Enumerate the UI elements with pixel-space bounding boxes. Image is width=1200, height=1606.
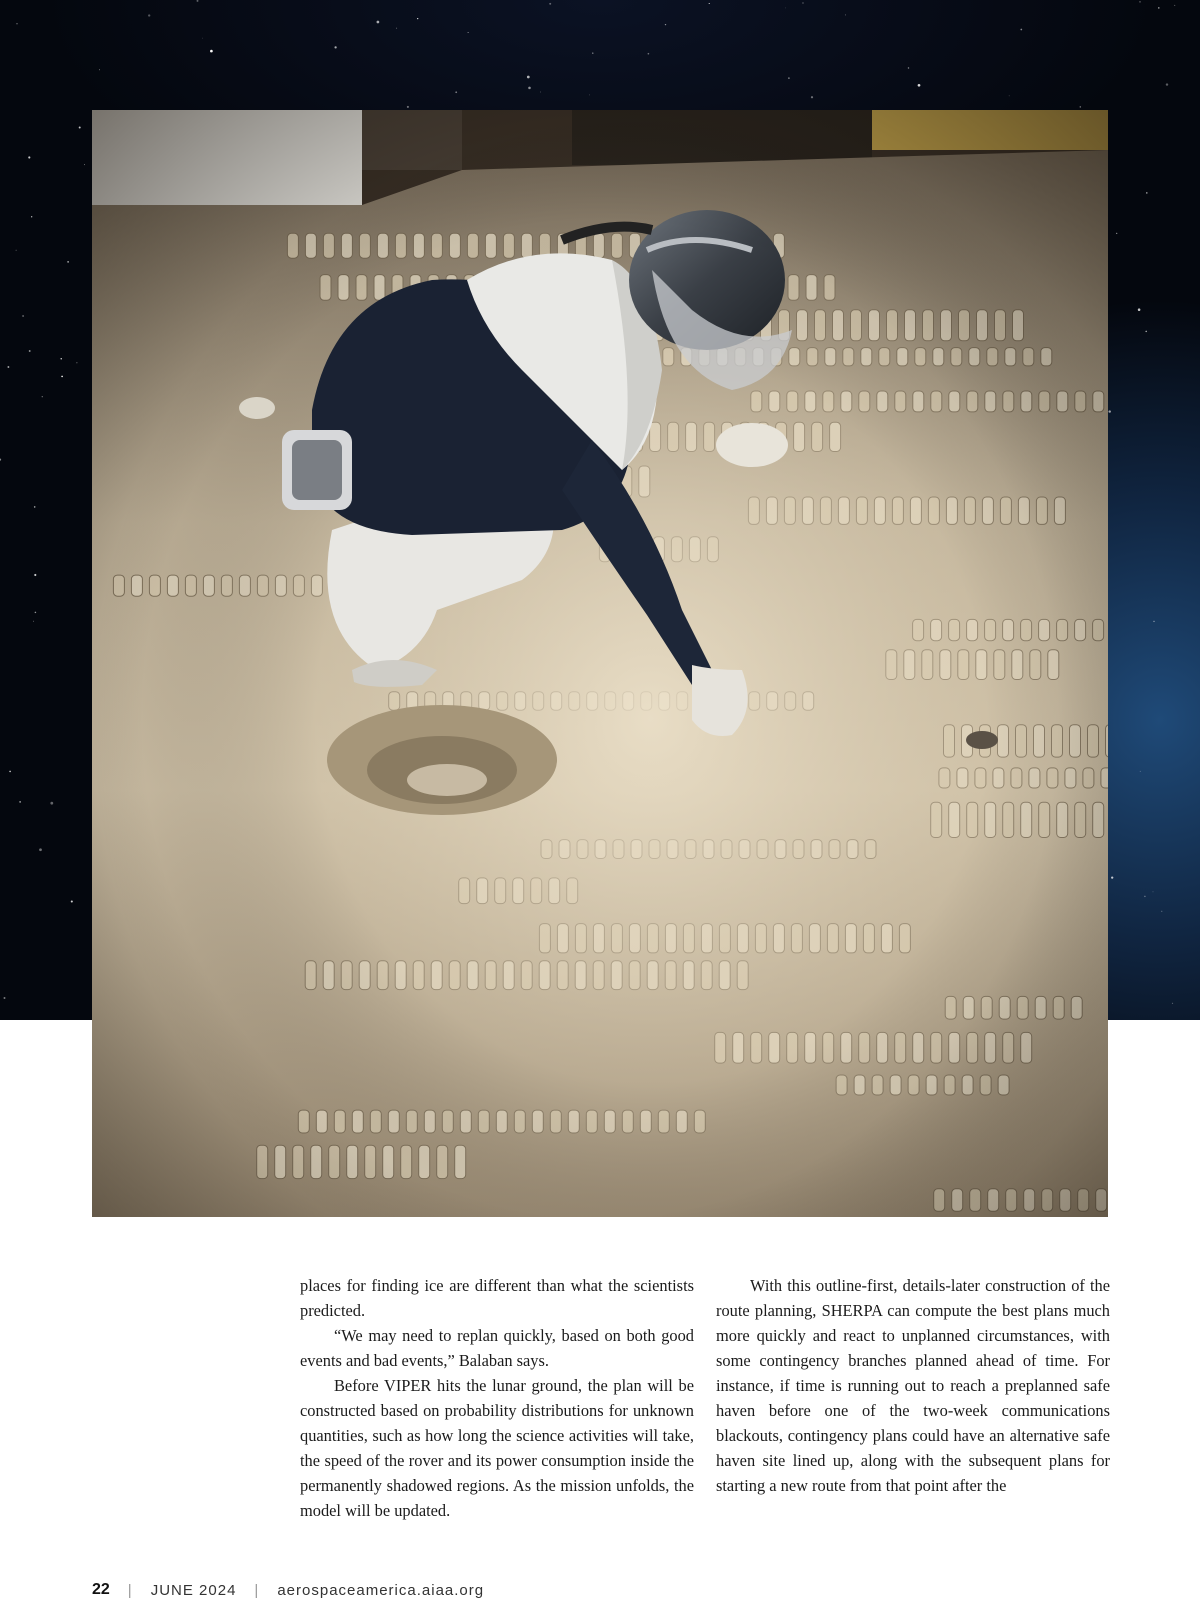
star — [1161, 911, 1162, 912]
star — [918, 84, 921, 87]
star — [1138, 308, 1141, 311]
website-link[interactable]: aerospaceamerica.aiaa.org — [277, 1581, 485, 1599]
star — [528, 87, 531, 90]
star — [1080, 106, 1082, 108]
star — [28, 156, 30, 158]
star — [1111, 876, 1113, 878]
star — [1009, 95, 1010, 96]
article-column-right — [716, 1273, 1110, 1498]
star — [34, 506, 36, 508]
star — [592, 52, 593, 53]
star — [802, 2, 803, 3]
paragraph: places for finding ice are different than what the scientists predicted. — [300, 1276, 694, 1320]
star — [50, 802, 53, 805]
star — [785, 8, 786, 9]
star — [1172, 1003, 1173, 1004]
star — [99, 69, 100, 70]
star — [549, 3, 551, 5]
star — [589, 95, 590, 96]
star — [31, 216, 32, 217]
paragraph: With this outline-first, details-later construction of the route planning, SHERPA can compute the best plans much more quickly and react to unplanned circumstances, with some contingency branches planned ahead of time. For instance, if time is running out to reach a preplanned safe haven before one of the two-week communications blackouts, contingency plans could have an alternative safe haven site lined up, along with the subsequent plans for starting a new route from that point after the — [716, 1276, 1110, 1495]
star — [455, 91, 457, 93]
star — [16, 23, 17, 24]
star — [76, 362, 77, 363]
star — [19, 801, 21, 803]
star — [84, 164, 85, 165]
star — [811, 96, 813, 98]
star — [788, 77, 790, 79]
star — [417, 18, 418, 19]
star — [33, 621, 34, 622]
star — [468, 32, 469, 33]
star — [22, 315, 24, 317]
star — [0, 459, 1, 461]
star — [16, 250, 17, 251]
star — [39, 848, 42, 851]
star — [29, 350, 31, 352]
star — [202, 38, 203, 39]
article-column-left — [300, 1273, 694, 1523]
star — [61, 358, 62, 359]
star — [1166, 83, 1168, 85]
star — [709, 3, 710, 4]
star — [908, 67, 909, 68]
star — [396, 28, 397, 29]
star — [1144, 896, 1146, 898]
star — [4, 997, 6, 999]
star — [1153, 621, 1154, 622]
star — [34, 574, 36, 576]
star — [1145, 331, 1147, 333]
star — [7, 366, 9, 368]
star — [61, 376, 63, 378]
star — [79, 127, 81, 129]
photo-illustration — [92, 110, 1108, 1217]
page-number: 22 — [92, 1581, 110, 1598]
star — [648, 53, 650, 55]
star — [540, 92, 541, 93]
star — [1140, 771, 1141, 772]
footer-divider: | — [254, 1581, 260, 1599]
star — [148, 14, 150, 16]
footer-divider: | — [127, 1581, 133, 1599]
star — [1146, 192, 1148, 194]
star — [334, 46, 336, 48]
star — [210, 50, 213, 53]
star — [1158, 7, 1160, 9]
star — [71, 900, 73, 902]
star — [527, 76, 530, 79]
star — [42, 396, 43, 397]
star — [377, 21, 380, 24]
paragraph: “We may need to replan quickly, based on both good events and bad events,” Balaban says. — [300, 1326, 694, 1370]
issue-date: JUNE 2024 — [150, 1581, 237, 1599]
star — [1153, 891, 1154, 892]
star — [1116, 233, 1117, 234]
star — [665, 24, 666, 25]
star — [1108, 410, 1110, 412]
star — [9, 771, 11, 773]
page-footer — [92, 1580, 484, 1600]
star — [845, 14, 846, 15]
star — [67, 261, 69, 263]
star — [1139, 1, 1140, 2]
star — [407, 106, 409, 108]
star — [197, 0, 199, 2]
star — [1020, 29, 1022, 31]
star — [35, 612, 37, 614]
star — [1174, 5, 1175, 6]
lunar-regolith-photo — [92, 110, 1108, 1217]
paragraph: Before VIPER hits the lunar ground, the plan will be constructed based on probability distributions for unknown quantities, such as how long the science activities will take, the speed of the rover and its power consumption inside the permanently shadowed regions. As the mission unfolds, the model will be updated. — [300, 1376, 694, 1520]
